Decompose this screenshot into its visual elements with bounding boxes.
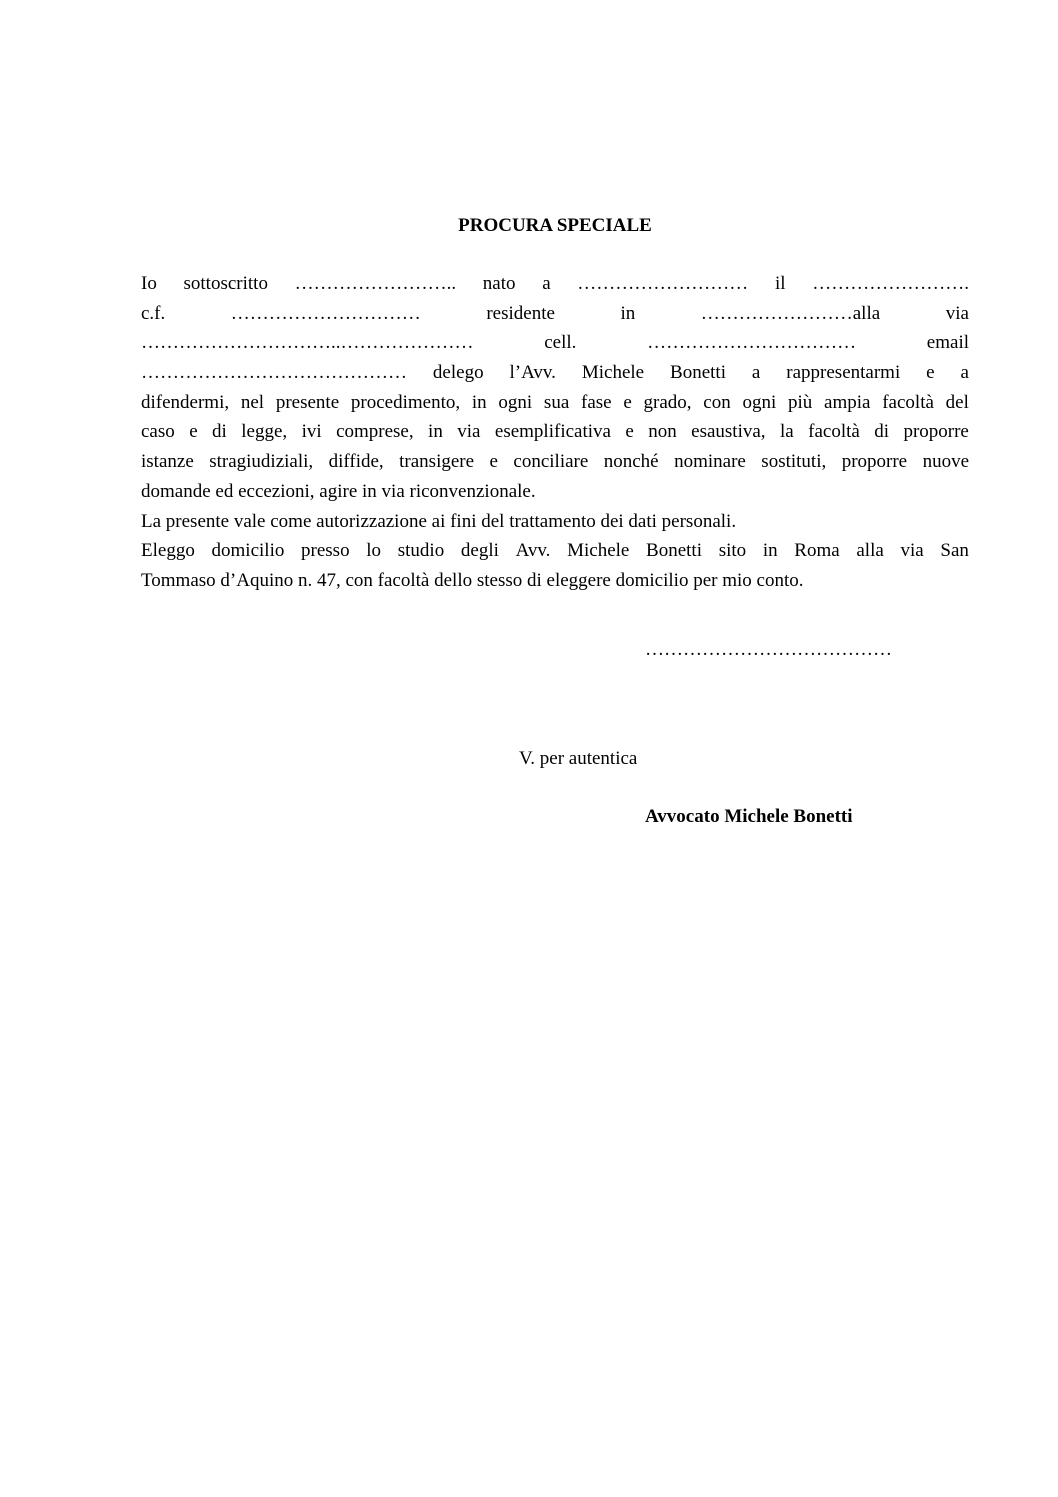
body-word: istanze (141, 451, 194, 473)
body-word: proporre (841, 451, 908, 473)
body-word: Michele (567, 540, 630, 562)
body-word: in (428, 421, 443, 443)
body-word: conciliare (513, 451, 589, 473)
body-word: fase (581, 391, 612, 413)
body-word: non (648, 421, 677, 443)
body-word: facoltà (882, 391, 934, 413)
document-title: PROCURA SPECIALE (458, 215, 652, 236)
body-word: ogni (742, 391, 777, 413)
body-word: più (788, 391, 813, 413)
body-word: …………………………..………………… (141, 332, 474, 354)
body-word: ……………………… (577, 273, 749, 294)
body-word: email (926, 332, 969, 354)
body-word: sito (718, 540, 747, 562)
body-word: di (874, 421, 890, 443)
body-word: San (940, 540, 969, 562)
body-line-7 (141, 447, 969, 477)
body-line-9: La presente vale come autorizzazione ai fini del trattamento dei dati personali. (141, 510, 737, 532)
body-word: facoltà (808, 421, 860, 443)
body-line-6 (141, 417, 969, 447)
body-word: ………………………… (230, 302, 421, 324)
body-word: nominare (674, 451, 746, 473)
body-word: comprese, (336, 421, 414, 443)
body-word: con (703, 391, 731, 413)
body-word: ogni (498, 391, 533, 413)
body-line-8: domande ed eccezioni, agire in via riconvenzionale. (141, 480, 536, 502)
body-word: diffide, (328, 451, 384, 473)
body-word: Bonetti (670, 362, 726, 384)
body-word: via (945, 302, 969, 324)
signature-line: ………………………………… (645, 639, 892, 660)
body-word: …………………………………… (141, 362, 407, 384)
body-word: Bonetti (646, 540, 702, 562)
body-word: ampia (824, 391, 871, 413)
body-word: in (471, 391, 487, 413)
body-word: Avv. (515, 540, 551, 562)
body-word: di (212, 421, 227, 443)
body-word: Eleggo (141, 540, 195, 562)
body-word: grado, (643, 391, 692, 413)
body-word: lo (366, 540, 382, 562)
body-line-2 (141, 299, 969, 329)
body-word: e (926, 362, 935, 384)
body-word: …………………………… (647, 332, 857, 354)
body-word: via (457, 421, 481, 443)
body-word: e (625, 421, 634, 443)
body-line-1 (141, 269, 969, 299)
body-word: Roma (794, 540, 840, 562)
body-word: transigere (399, 451, 475, 473)
body-line-10 (141, 536, 969, 566)
body-word: via (900, 540, 924, 562)
body-word: ivi (301, 421, 322, 443)
body-word: esemplificativa (494, 421, 611, 443)
body-word: domicilio (211, 540, 285, 562)
body-word: e (623, 391, 632, 413)
body-word: c.f. (141, 302, 166, 324)
body-word: sottoscritto (183, 273, 268, 294)
body-word: rappresentarmi (786, 362, 901, 384)
body-word: cell. (544, 332, 577, 354)
body-word: …………………….. (294, 273, 457, 294)
body-word: residente (486, 302, 555, 324)
body-word: studio (397, 540, 445, 562)
body-word: stragiudiziali, (209, 451, 314, 473)
body-word: ……………………. (812, 273, 969, 294)
body-word: la (779, 421, 794, 443)
body-word: presente (275, 391, 340, 413)
body-word: caso (141, 421, 175, 443)
body-word: e (489, 451, 498, 473)
body-line-4 (141, 358, 969, 388)
document-body (141, 269, 969, 596)
body-word: ……………………alla (700, 302, 881, 324)
body-line-11: Tommaso d’Aquino n. 47, con facoltà dello stesso di eleggere domicilio per mio conto. (141, 569, 804, 591)
body-word: del (945, 391, 969, 413)
body-word: esaustiva, (691, 421, 766, 443)
body-word: delego (432, 362, 484, 384)
body-word: difendermi, (141, 391, 230, 413)
body-word: proporre (903, 421, 969, 443)
body-word: nel (240, 391, 265, 413)
body-word: a (960, 362, 969, 384)
body-word: sostituti, (761, 451, 827, 473)
authentication-label: V. per autentica (519, 748, 638, 769)
body-word: alla (856, 540, 884, 562)
body-word: sua (543, 391, 570, 413)
body-word: presso (301, 540, 350, 562)
body-word: procedimento, (350, 391, 461, 413)
body-word: il (774, 273, 786, 294)
body-word: Io (141, 273, 157, 294)
body-word: a (751, 362, 761, 384)
body-word: legge, (241, 421, 288, 443)
body-word: Michele (581, 362, 645, 384)
body-word: nato (482, 273, 516, 294)
body-word: a (542, 273, 551, 294)
lawyer-signature: Avvocato Michele Bonetti (645, 806, 853, 827)
body-word: e (189, 421, 198, 443)
body-word: l’Avv. (509, 362, 556, 384)
body-word: in (762, 540, 778, 562)
body-line-3 (141, 328, 969, 358)
body-word: degli (460, 540, 499, 562)
body-word: in (620, 302, 636, 324)
body-word: nonché (603, 451, 659, 473)
body-word: nuove (922, 451, 969, 473)
body-line-5 (141, 388, 969, 418)
